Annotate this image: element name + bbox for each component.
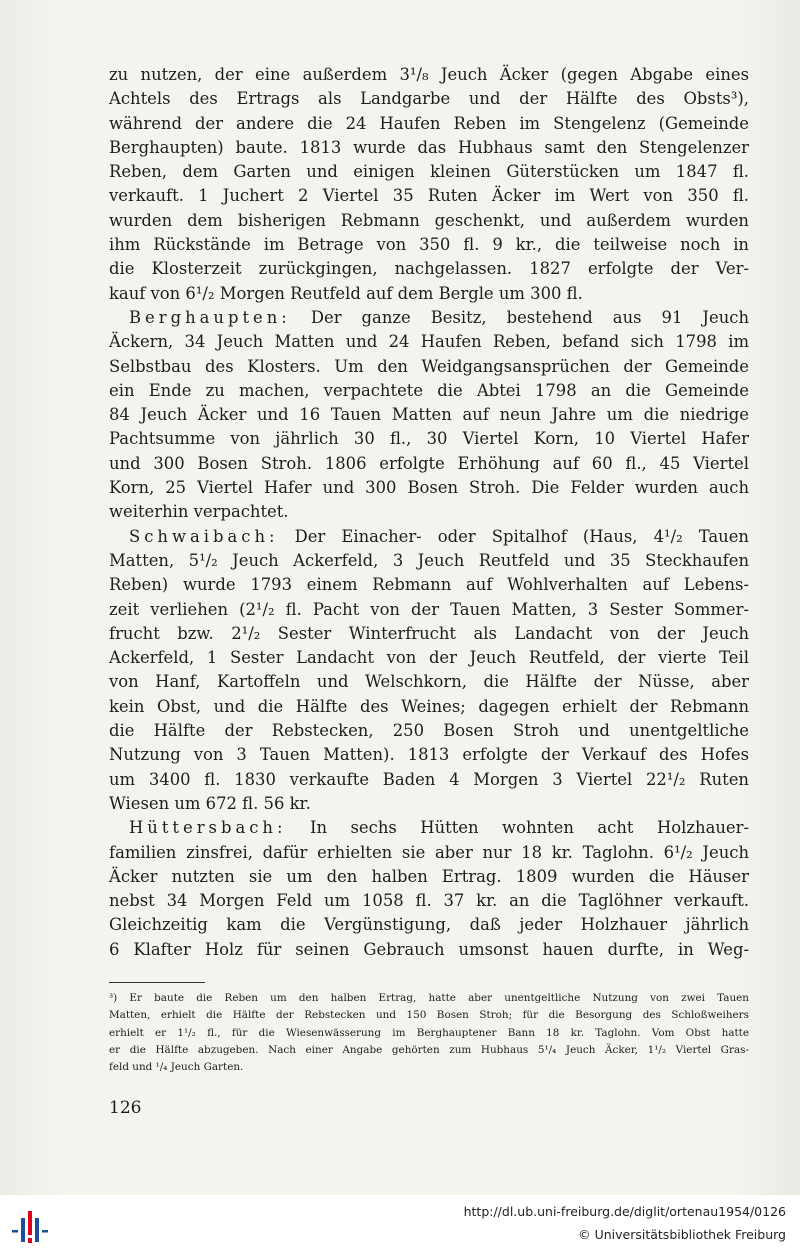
section-heading-schwaibach: Schwaibach: [129,526,279,546]
text-line: Wiesen um 672 fl. 56 kr. [109,793,311,813]
text-line: familien zinsfrei, dafür erhielten sie aber nur 18 kr. Taglohn. 6¹/₂ Jeuch [109,842,749,862]
text-line: weiterhin verpachtet. [109,502,289,522]
text-line: Berghaupten) baute. 1813 wurde das Hubhaus samt den Stengelenzer [109,137,749,157]
text-line: die Hälfte der Rebstecken, 250 Bosen Stroh und unentgeltliche [109,721,749,741]
text-line: frucht bzw. 2¹/₂ Sester Winterfrucht als Landacht von der Jeuch [109,623,749,643]
footnote [109,990,749,1076]
text-line: Matten, 5¹/₂ Jeuch Ackerfeld, 3 Jeuch Reutfeld und 35 Steckhaufen [109,550,749,570]
text-line: Selbstbau des Klosters. Um den Weidgangsansprüchen der Gemeinde [109,356,749,376]
section-heading-huettersbach: Hüttersbach: [129,818,287,838]
text-line: nebst 34 Morgen Feld um 1058 fl. 37 kr. an die Taglöhner verkauft. [109,891,749,911]
main-text [109,63,749,962]
footnote-line: feld und ¹/₄ Jeuch Garten. [109,1061,244,1074]
text-line: wurden dem bisherigen Rebmann geschenkt, und außerdem wurden [109,210,749,230]
paragraph-huettersbach [109,816,749,840]
text-line: Reben, dem Garten und einigen kleinen Güterstücken um 1847 fl. [109,162,749,182]
paragraph-berghaupten [109,306,749,330]
text-line: 84 Jeuch Äcker und 16 Tauen Matten auf neun Jahre um die niedrige [109,405,749,425]
text-line: 6 Klafter Holz für seinen Gebrauch umsonst hauen durfte, in Weg- [109,939,749,959]
ub-freiburg-logo-icon [10,1209,50,1245]
paragraph-schwaibach [109,525,749,549]
footnote-line: Matten, erhielt die Hälfte der Rebstecken und 150 Bosen Stroh; für die Besorgung des Schloßweihers [109,1009,749,1022]
text-line: Pachtsumme von jährlich 30 fl., 30 Viertel Korn, 10 Viertel Hafer [109,429,749,449]
footnote-divider [109,982,205,983]
text-line: zeit verliehen (2¹/₂ fl. Pacht von der Tauen Matten, 3 Sester Sommer- [109,599,749,619]
text-line: kauf von 6¹/₂ Morgen Reutfeld auf dem Bergle um 300 fl. [109,283,583,303]
text-line: Reben) wurde 1793 einem Rebmann auf Wohlverhalten auf Lebens- [109,575,749,595]
text-line: ihm Rückstände im Betrage von 350 fl. 9 kr., die teilweise noch in [109,235,749,255]
text-line: ein Ende zu machen, verpachtete die Abtei 1798 an die Gemeinde [109,380,749,400]
text-line: Äckern, 34 Jeuch Matten und 24 Haufen Reben, befand sich 1798 im [109,332,749,352]
text-line: während der andere die 24 Haufen Reben im Stengelenz (Gemeinde [109,113,749,133]
text-line: Gleichzeitig kam die Vergünstigung, daß jeder Holzhauer jährlich [109,915,749,935]
footnote-line: ³) Er baute die Reben um den halben Ertrag, hatte aber unentgeltliche Nutzung von zwei Tauen [109,992,749,1004]
text-line: In sechs Hütten wohnten acht Holzhauer- [310,818,749,838]
text-line: die Klosterzeit zurückgingen, nachgelassen. 1827 erfolgte der Ver- [109,259,749,279]
copyright-notice: © Universitätsbibliothek Freiburg [578,1227,786,1242]
page-number: 126 [109,1098,142,1118]
text-line: und 300 Bosen Stroh. 1806 erfolgte Erhöhung auf 60 fl., 45 Viertel [109,453,749,473]
text-line: zu nutzen, der eine außerdem 3¹/₈ Jeuch Äcker (gegen Abgabe eines [109,65,749,84]
text-line: Korn, 25 Viertel Hafer und 300 Bosen Stroh. Die Felder wurden auch [109,478,749,498]
footnote-line: er die Hälfte abzugeben. Nach einer Angabe gehörten zum Hubhaus 5¹/₄ Jeuch Äcker, 1¹/₂ Viertel Gras- [109,1043,749,1056]
footnote-line: erhielt er 1¹/₂ fl., für die Wiesenwässerung im Berghauptener Bann 18 kr. Taglohn. Vom Obst hatte [109,1026,749,1039]
source-url[interactable]: http://dl.ub.uni-freiburg.de/diglit/ortenau1954/0126 [463,1204,786,1219]
text-line: Achtels des Ertrags als Landgarbe und der Hälfte des Obsts³), [109,89,749,109]
text-line: Der Einacher- oder Spitalhof (Haus, 4¹/₂ Tauen [294,526,749,546]
text-line: Der ganze Besitz, bestehend aus 91 Jeuch [310,307,749,327]
text-line: Ackerfeld, 1 Sester Landacht von der Jeuch Reutfeld, der vierte Teil [109,648,749,668]
text-line: verkauft. 1 Juchert 2 Viertel 35 Ruten Äcker im Wert von 350 fl. [109,186,749,206]
text-line: von Hanf, Kartoffeln und Welschkorn, die Hälfte der Nüsse, aber [109,672,749,692]
text-line: Äcker nutzten sie um den halben Ertrag. 1809 wurden die Häuser [109,866,749,886]
text-line: kein Obst, und die Hälfte des Weines; dagegen erhielt der Rebmann [109,696,749,716]
text-line: um 3400 fl. 1830 verkaufte Baden 4 Morgen 3 Viertel 22¹/₂ Ruten [109,769,749,789]
section-heading-berghaupten: Berghaupten: [129,307,291,327]
library-footer [0,1195,800,1253]
text-line: Nutzung von 3 Tauen Matten). 1813 erfolgte der Verkauf des Hofes [109,745,749,765]
